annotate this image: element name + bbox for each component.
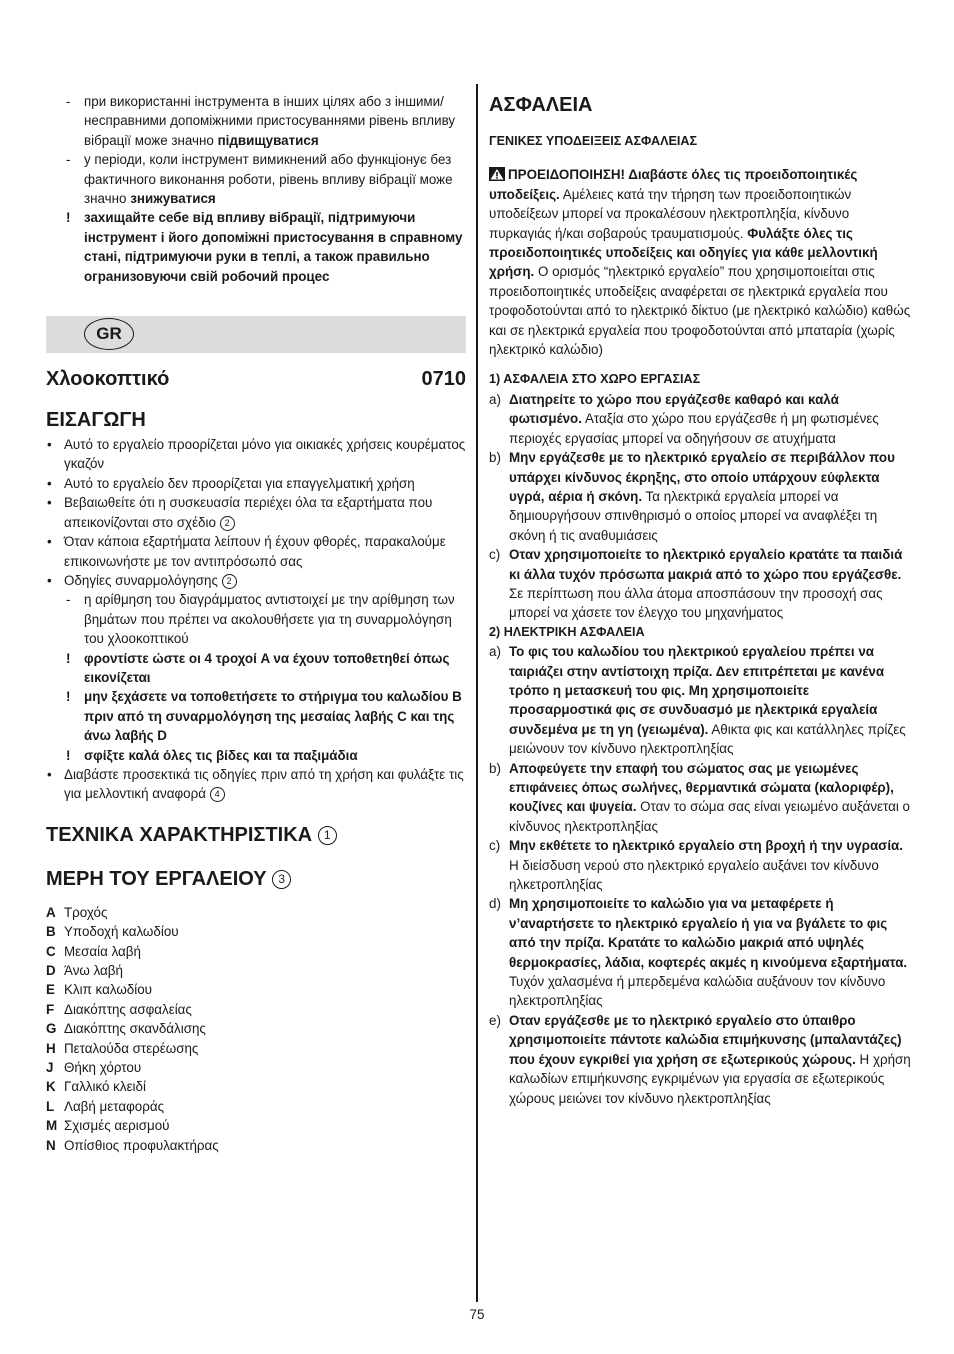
- bullet-item: [46, 765, 466, 804]
- safety-item: [489, 390, 911, 448]
- assembly-step: [46, 590, 466, 648]
- item-text: Αταξία στο χώρο που εργάζεσθε ή μη φωτισμένες περιοχές εργασίας μπορεί να οδηγήσουν σε ατυχήματα: [509, 411, 879, 446]
- figure-ref: 3: [272, 870, 291, 889]
- safety-item: [489, 545, 911, 623]
- list-marker: !: [66, 210, 71, 226]
- step-text: η αρίθμηση του διαγράμματος αντιστοιχεί με την αρίθμηση των βημάτων που πρέπει να ακολουθήσετε για τη συναρμολόγηση του χλοοκοπτικού: [84, 592, 455, 647]
- item-marker: c): [489, 547, 501, 563]
- part-letter: N: [46, 1137, 56, 1153]
- part-item: [46, 961, 466, 980]
- item-emphasis: Αποφεύγετε την επαφή του σώματος σας με γειωμένες επιφάνειες όπως σωλήνες, θερμαντικά σώματα (καλοριφέρ), κουζίνες και ψυγεία.: [509, 760, 894, 815]
- part-letter: F: [46, 1001, 55, 1017]
- item-text: Τα ηλεκτρικά εργαλεία μπορεί να δημιουργήσουν σπινθηρισμό ο οποίος μπορεί να αναφλέξει τη σκόνη ή τις αναθυμιάσεις: [509, 488, 878, 543]
- bullet-item: [46, 493, 466, 532]
- bullet-marker: •: [47, 495, 52, 511]
- product-code: 0710: [421, 368, 466, 391]
- part-name: Διακόπτης σκανδάλισης: [64, 1021, 206, 1037]
- intro-heading: ΕΙΣΑΓΩΓΗ: [46, 409, 146, 432]
- warning-paragraph: ΠΡΟΕΙΔΟΠΟΙΗΣΗ! Διαβάστε όλες τις προειδοποιητικές υποδείξεις. Αμέλειες κατά την τήρηση των προειδοποιητικών υποδείξεων μπορεί να προκαλέσουν ηλεκτροπληξία, κίνδυνο πυρκαγιάς ή/και σοβαρούς τραυματισμούς. Φυλάξτε όλες τις προειδοποιητικές υποδείξεις και οδηγίες για κάθε μελλοντική χρήση. Ο ορισμός “ηλεκτρικό εργαλείο” που χρησιμοποιείται στις προειδοποιητικές υποδείξεις αναφέρεται σε ηλεκτρικά εργαλεία που τροφοδοτούνται από το ηλεκτρικό δίκτυο (με ηλεκτρικό καλώδιο) καθώς και σε ηλεκτρικά εργαλεία που τροφοδοτούνται από μπαταρία (χωρίς ηλεκτρικό καλώδιο): [489, 167, 911, 358]
- assembly-step: [46, 649, 466, 688]
- part-item: [46, 903, 466, 922]
- intro-list: [46, 435, 466, 804]
- part-letter: K: [46, 1079, 56, 1095]
- bullet-marker: •: [47, 437, 52, 453]
- bullet-text: Οδηγίες συναρμολόγησης: [64, 572, 218, 588]
- item-emphasis: Διατηρείτε το χώρο που εργάζεσθε καθαρό και καλά φωτισμένο.: [509, 391, 839, 427]
- part-item: [46, 1019, 466, 1038]
- list-marker: -: [66, 152, 71, 168]
- part-letter: C: [46, 943, 56, 959]
- safety-item: [489, 759, 911, 837]
- bullet-text: Βεβαιωθείτε ότι η συσκευασία περιέχει όλα τα εξαρτήματα που απεικονίζονται στο σχέδιο: [64, 495, 433, 530]
- page-number: 75: [469, 1307, 485, 1322]
- part-name: Πεταλούδα στερέωσης: [64, 1040, 199, 1056]
- list-item: [46, 208, 466, 286]
- item-marker: b): [489, 760, 501, 776]
- section-heading: 1) ΑΣΦΑΛΕΙΑ ΣΤΟ ΧΩΡΟ ΕΡΓΑΣΙΑΣ: [489, 372, 701, 387]
- part-item: [46, 1058, 466, 1077]
- list-emphasis: підвищуватися: [217, 132, 319, 148]
- safety-item: [489, 836, 911, 894]
- figure-ref: 1: [318, 826, 337, 845]
- list-text: при використанні інструмента в інших цілях або з іншими/несправними допоміжними пристосуваннями рівень впливу вібрації може значно: [84, 94, 456, 148]
- step-marker: !: [66, 747, 71, 763]
- list-marker: -: [66, 94, 71, 109]
- bullet-text: Όταν κάποια εξαρτήματα λείπουν ή έχουν φθορές, παρακαλούμε επικοινωνήστε με τον αντιπρόσωπό σας: [64, 534, 446, 569]
- product-title-row: [46, 366, 466, 392]
- figure-ref: 2: [220, 516, 235, 531]
- item-text: Τυχόν χαλασμένα ή μπερδεμένα καλώδια αυξάνουν τον κίνδυνο ηλεκτροπληξίας: [509, 974, 886, 1009]
- bullet-item: [46, 532, 466, 571]
- part-item: [46, 1077, 466, 1096]
- item-emphasis: Το φις του καλωδίου του ηλεκτρικού εργαλείου πρέπει να ταιριάζει στην αντίστοιχη πρίζα. Δεν επιτρέπεται με κανένα τρόπο η μετασκευή του φις. Μη χρησιμοποιείτε προσαρμοστικά φις σε συνδυασμό με ηλεκτρικά εργαλεία συνδεμένα με τη γη (γειωμένα).: [509, 644, 885, 737]
- list-emphasis: захищайте себе від впливу вібрації, підтримуючи інструмент і його допоміжні пристосування в справному стані, підтримуючи руки в теплі, а також правильно огранизовуючи свій робочий процес: [84, 210, 463, 284]
- item-emphasis: Οταν χρησιμοποιείτε το ηλεκτρικό εργαλείο κρατάτε τα παιδιά κι άλλα τυχόν πρόσωπα μακριά από το χώρο που εργάζεσθε.: [509, 547, 903, 582]
- list-text: у періоди, коли інструмент вимикнений або функціонує без фактичного виконання роботи, рівень впливу вібрації може значно: [84, 152, 453, 207]
- part-name: Μεσαία λαβή: [64, 943, 141, 959]
- item-marker: c): [489, 838, 501, 854]
- item-emphasis: Οταν εργάζεσθε με το ηλεκτρικό εργαλείο στο ύπαιθρο χρησιμοποιείτε πάντοτε καλώδια επιμήκυνσης (μπαλαντάζες) που έχουν εγκριθεί για χρήση σε εξωτερικούς χώρους.: [509, 1012, 902, 1067]
- item-marker: e): [489, 1012, 501, 1028]
- bullet-marker: •: [47, 572, 52, 588]
- part-name: Λαβή μεταφοράς: [64, 1098, 165, 1114]
- list-emphasis: знижуватися: [130, 191, 216, 207]
- item-marker: a): [489, 391, 501, 407]
- part-name: Σχισμές αερισμού: [64, 1118, 170, 1134]
- part-item: [46, 1097, 466, 1116]
- item-emphasis: Μην εργάζεσθε με το ηλεκτρικό εργαλείο σε περιβάλλον που υπάρχει κίνδυνος έκρηξης, στο οποίο υπάρχουν εύφλεκτα υγρά, αέρια ή σκόνη.: [509, 450, 895, 504]
- item-text: Η διείσδυση νερού στο ηλεκτρικό εργαλείο αυξάνει τον κίνδυνο ηλκετροπληξίας: [509, 857, 879, 893]
- bullet-marker: •: [47, 766, 52, 782]
- part-letter: E: [46, 982, 55, 998]
- bullet-item: [46, 435, 466, 474]
- part-letter: H: [46, 1040, 56, 1056]
- step-marker: !: [66, 650, 71, 666]
- bullet-text: Αυτό το εργαλείο προορίζεται μόνο για οικιακές χρήσεις κουρέματος γκαζόν: [64, 437, 466, 472]
- part-letter: J: [46, 1060, 54, 1076]
- bullet-text: Διαβάστε προσεκτικά τις οδηγίες πριν από τη χρήση και φυλάξτε τις για μελλοντική αναφορά: [64, 766, 464, 802]
- item-text: Σε περίπτωση που άλλα άτομα αποσπάσουν την προσοχή σας μπορεί να χάσετε τον έλεγχο του μηχανήματος: [509, 585, 883, 621]
- part-name: Τροχός: [64, 904, 108, 920]
- part-item: [46, 922, 466, 941]
- bullet-marker: •: [47, 475, 52, 491]
- parts-list: [46, 903, 466, 1155]
- item-text: Οταν το σώμα σας είναι γειωμένο αυξάνεται ο κίνδυνος ηλεκτροπληξίας: [509, 799, 910, 834]
- item-emphasis: Μην εκθέτετε το ηλεκτρικό εργαλείο στη βροχή ή την υγρασία.: [509, 838, 904, 854]
- language-band: [46, 316, 466, 353]
- warning-triangle-icon: [489, 167, 505, 181]
- part-name: Διακόπτης ασφαλείας: [64, 1001, 192, 1017]
- section-heading: 2) ΗΛΕΚΤΡΙΚΗ ΑΣΦΑΛΕΙΑ: [489, 624, 645, 639]
- part-letter: M: [46, 1118, 58, 1134]
- bullet-item: [46, 474, 466, 493]
- step-text: φροντίστε ώστε οι 4 τροχοί A να έχουν τοποθετηθεί όπως εικονίζεται: [84, 650, 450, 685]
- left-column: [46, 92, 466, 1155]
- general-safety-heading: ΓΕΝΙΚΕΣ ΥΠΟΔΕΙΞΕΙΣ ΑΣΦΑΛΕΙΑΣ: [489, 134, 698, 148]
- safety-sections: [489, 370, 911, 1107]
- safety-item: [489, 894, 911, 1010]
- language-badge: GR: [84, 318, 134, 350]
- safety-title: ΑΣΦΑΛΕΙΑ: [489, 94, 593, 116]
- part-name: Κλιπ καλωδίου: [64, 982, 152, 998]
- assembly-step: [46, 746, 466, 765]
- item-marker: a): [489, 644, 501, 660]
- item-text: Αθικτα φις και κατάλληλες πρίζες μειώνουν τον κίνδυνο ηλεκτροπληξίας: [509, 721, 906, 757]
- parts-heading: ΜΕΡΗ ΤΟΥ ΕΡΓΑΛΕΙΟΥ 3: [46, 866, 466, 892]
- step-marker: -: [66, 592, 71, 608]
- step-text: μην ξεχάσετε να τοποθετήσετε το στήριγμα του καλωδίου B πριν από τη συναρμολόγηση της μεσαίας λαβής C και της άνω λαβής D: [84, 689, 462, 744]
- part-name: Άνω λαβή: [64, 963, 123, 978]
- part-letter: G: [46, 1021, 57, 1037]
- part-name: Γαλλικό κλειδί: [64, 1079, 146, 1095]
- column-divider: [476, 84, 478, 1302]
- step-marker: !: [66, 689, 71, 705]
- bullet-text: Αυτό το εργαλείο δεν προορίζεται για επαγγελματική χρήση: [64, 475, 415, 491]
- vibration-list: [46, 92, 466, 286]
- part-item: [46, 942, 466, 961]
- part-name: Υποδοχή καλωδίου: [64, 924, 179, 940]
- item-marker: b): [489, 450, 501, 466]
- part-item: [46, 1136, 466, 1155]
- safety-item: [489, 642, 911, 758]
- part-letter: A: [46, 904, 56, 920]
- figure-ref: 2: [222, 574, 237, 589]
- part-item: [46, 1000, 466, 1019]
- tech-heading: ΤΕΧΝΙΚΑ ΧΑΡΑΚΤΗΡΙΣΤΙΚΑ 1: [46, 822, 466, 848]
- part-name: Θήκη χόρτου: [64, 1060, 142, 1076]
- bullet-item: [46, 571, 466, 590]
- part-letter: L: [46, 1098, 55, 1114]
- part-letter: D: [46, 963, 56, 978]
- bullet-marker: •: [47, 534, 52, 550]
- item-marker: d): [489, 896, 501, 912]
- safety-item: [489, 448, 911, 545]
- safety-item: [489, 1011, 911, 1108]
- item-text: Η χρήση καλωδίων επιμήκυνσης εγκριμένων για εργασία σε εξωτερικούς χώρους μειώνει τον κίνδυνο ηλεκτροπληξίας: [509, 1051, 911, 1106]
- assembly-step: [46, 687, 466, 745]
- part-name: Οπίσθιος προφυλακτήρας: [64, 1137, 219, 1153]
- right-column: [489, 92, 911, 1108]
- product-name: Χλοοκοπτικό: [46, 368, 170, 391]
- part-item: [46, 1116, 466, 1135]
- step-text: σφίξτε καλά όλες τις βίδες και τα παξιμάδια: [84, 747, 358, 763]
- list-item: [46, 92, 466, 150]
- list-item: [46, 150, 466, 208]
- part-item: [46, 980, 466, 999]
- part-item: [46, 1039, 466, 1058]
- item-emphasis: Μη χρησιμοποιείτε το καλώδιο για να μεταφέρετε ή ν’αναρτήσετε το ηλεκτρικό εργαλείο ή για να βγάλετε το φις από την πρίζα. Κρατάτε το καλώδιο μακριά από υψηλές θερμοκρασίες, λάδια, κοφτερές ακμές η κινούμενα εξαρτήματα.: [509, 896, 908, 970]
- figure-ref: 4: [210, 787, 225, 802]
- part-letter: B: [46, 924, 56, 940]
